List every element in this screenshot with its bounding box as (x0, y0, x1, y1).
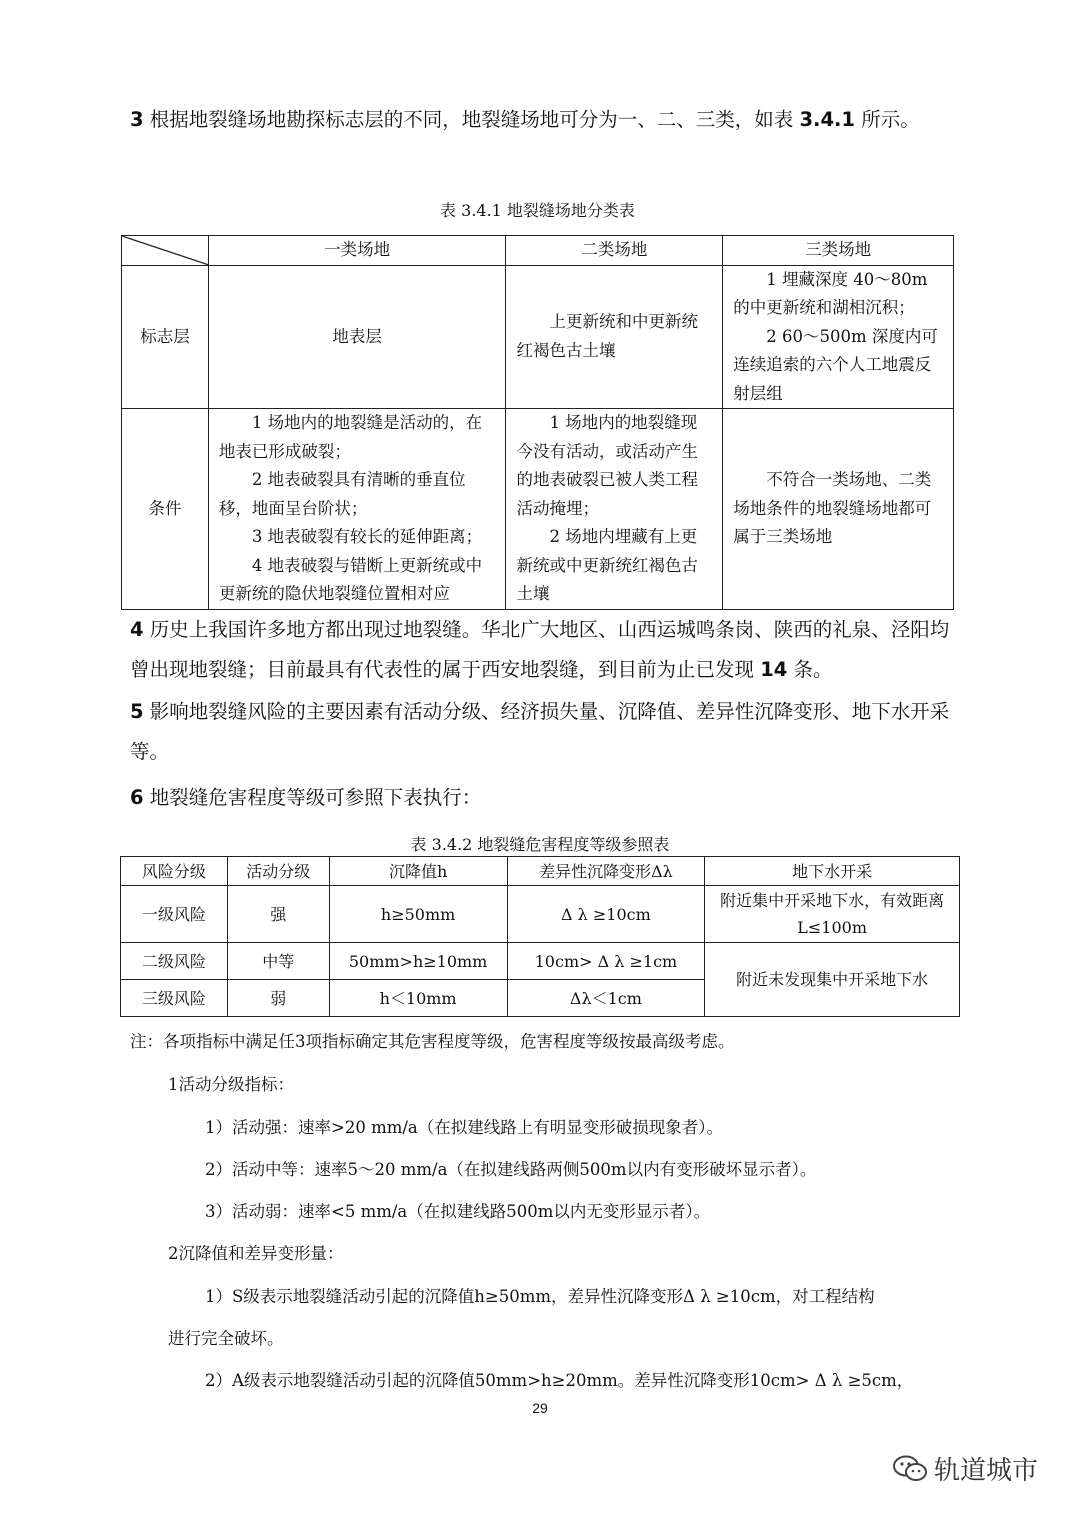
paragraph-4: 4 历史上我国许多地方都出现过地裂缝。华北广大地区、山西运城鸣条岗、陕西的礼泉、泾阳均曾出现地裂缝；目前最具有代表性的属于西安地裂缝，到目前为止已发现 14 条。 (130, 618, 950, 681)
paragraph-3: 3 根据地裂缝场地勘探标志层的不同，地裂缝场地可分为一、二、三类，如表 3.4.1 所示。 (130, 108, 920, 131)
header-activity-level: 活动分级 (227, 857, 329, 886)
wechat-icon (892, 1454, 928, 1484)
table-row: 二级风险 中等 50mm>h≥10mm 10cm> Δ λ ≥1cm 附近未发现集中开采地下水 (121, 943, 960, 980)
table1-caption: 表 3.4.1 地裂缝场地分类表 (440, 201, 635, 220)
row-label-conditions: 条件 (122, 409, 209, 610)
note-activity-medium: 2）活动中等：速率5～20 mm/a（在拟建线路两侧500m以内有变形破坏显示者）。 (205, 1160, 817, 1179)
note-settlement-a: 2）A级表示地裂缝活动引起的沉降值50mm>h≥20mm。差异性沉降变形10cm> Δ λ ≥5cm， (205, 1371, 914, 1390)
watermark (890, 1448, 1060, 1488)
cell-conditions-class-3: 不符合一类场地、二类场地条件的地裂缝场地都可属于三类场地 (723, 409, 954, 610)
item-number: 5 (130, 700, 144, 723)
header-differential: 差异性沉降变形Δλ (507, 857, 705, 886)
watermark-text: 轨道城市 (934, 1456, 1039, 1486)
note-activity-weak: 3）活动弱：速率<5 mm/a（在拟建线路500m以内无变形显示者）。 (205, 1202, 711, 1221)
item-number: 6 (130, 786, 144, 809)
page-number: 29 (532, 1400, 548, 1416)
table-ref: 3.4.1 (799, 108, 856, 131)
note-settlement-title: 2沉降值和差异变形量： (168, 1244, 344, 1263)
item-number: 4 (130, 618, 144, 641)
cell-marker-class-3: 1 埋藏深度 40～80m 的中更新统和湖相沉积； 2 60～500m 深度内可连续追索的六个人工地震反射层组 (723, 265, 954, 409)
cell-marker-class-2: 上更新统和中更新统红褐色古土壤 (506, 265, 723, 409)
cell-conditions-class-1: 1 场地内的地裂缝是活动的，在地表已形成破裂； 2 地表破裂具有清晰的垂直位移，地面呈台阶状； 3 地表破裂有较长的延伸距离； 4 地表破裂与错断上更新统或中更新统的隐伏地裂缝位置相对应 (208, 409, 506, 610)
row-label-marker-layer: 标志层 (122, 265, 209, 409)
diagonal-header-cell (122, 236, 209, 266)
item-number: 3 (130, 108, 144, 131)
cell-marker-class-1: 地表层 (208, 265, 506, 409)
hazard-level-table (120, 856, 960, 1017)
diagonal-line (122, 236, 209, 265)
header-settlement: 沉降值h (329, 857, 507, 886)
site-classification-table (121, 235, 954, 610)
header-groundwater: 地下水开采 (705, 857, 960, 886)
paragraph-5: 5 影响地裂缝风险的主要因素有活动分级、经济损失量、沉降值、差异性沉降变形、地下水开采等。 (130, 700, 950, 763)
table2-caption: 表 3.4.2 地裂缝危害程度等级参照表 (410, 835, 670, 854)
table-row: 三级风险 弱 h＜10mm Δλ＜1cm (121, 980, 960, 1017)
header-risk-level: 风险分级 (121, 857, 228, 886)
paragraph-6: 6 地裂缝危害程度等级可参照下表执行： (130, 786, 482, 809)
table-row: 一级风险 强 h≥50mm Δ λ ≥10cm 附近集中开采地下水，有效距离L≤100m (121, 886, 960, 943)
note-activity-strong: 1）活动强：速率>20 mm/a（在拟建线路上有明显变形破损现象者）。 (205, 1118, 724, 1137)
note-main: 注：各项指标中满足任3项指标确定其危害程度等级，危害程度等级按最高级考虑。 (130, 1032, 735, 1051)
header-class-1: 一类场地 (208, 236, 506, 266)
note-settlement-s-line2: 进行完全破坏。 (168, 1329, 284, 1348)
header-class-2: 二类场地 (506, 236, 723, 266)
cell-conditions-class-2: 1 场地内的地裂缝现今没有活动，或活动产生的地表破裂已被人类工程活动掩埋； 2 场地内埋藏有上更新统或中更新统红褐色古土壤 (506, 409, 723, 610)
note-settlement-s-line1: 1）S级表示地裂缝活动引起的沉降值h≥50mm，差异性沉降变形Δ λ ≥10cm，对工程结构 (205, 1287, 875, 1306)
header-class-3: 三类场地 (723, 236, 954, 266)
note-activity-title: 1活动分级指标： (168, 1075, 294, 1094)
